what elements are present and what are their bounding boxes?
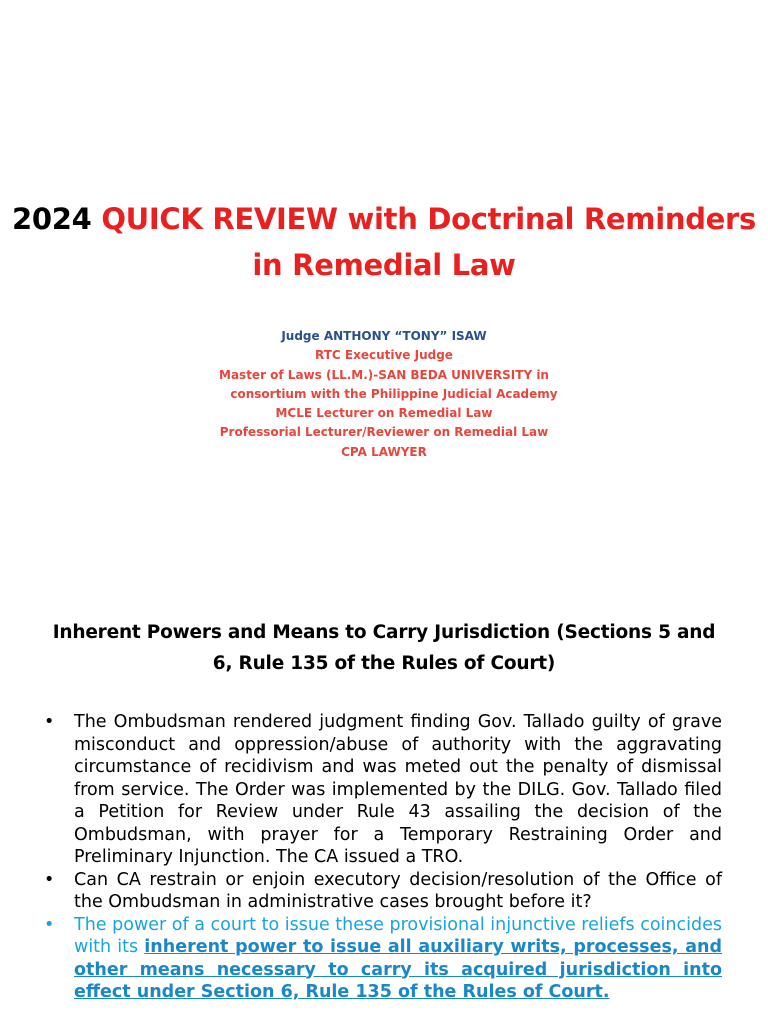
list-item-answer (44, 914, 722, 1004)
list-item (44, 869, 722, 914)
author-name: Judge ANTHONY “TONY” ISAW (281, 329, 487, 343)
author-credential-line: RTC Executive Judge (315, 348, 453, 363)
bullet-icon: • (44, 712, 55, 732)
author-credential-line: Professorial Lecturer/Reviewer on Remedial Law (219, 425, 549, 440)
author-credential-line: MCLE Lecturer on Remedial Law (275, 406, 493, 421)
bullet-icon: • (44, 869, 55, 890)
bullet-list (44, 711, 722, 1004)
author-credentials (0, 327, 768, 462)
slide-title (0, 196, 768, 288)
list-item-text: The Ombudsman rendered judgment finding Gov. Tallado guilty of grave misconduct and oppression/abuse of authority with the aggravating circumstance of recidivism and was meted out the penalty of dismissal from service. The Order was implemented by the DILG. Gov. Tallado filed a Petition for Review under Rule 43 assailing the decision of the Ombudsman, with prayer for a Temporary Restraining Order and Preliminary Injunction. The CA issued a TRO. (74, 712, 722, 867)
bullet-icon: • (44, 914, 55, 935)
answer-text: The power of a court to issue these provisional injunctive reliefs coincides with its (74, 914, 722, 957)
author-credential-line: consortium with the Philippine Judicial Academy (230, 386, 558, 401)
author-credential-line: CPA LAWYER (341, 444, 427, 459)
list-item (44, 711, 722, 869)
list-item-text: Can CA restrain or enjoin executory decision/resolution of the Office of the Ombudsman in administrative cases brought before it? (74, 869, 722, 912)
title-text: QUICK REVIEW with Doctrinal Reminders in Remedial Law (101, 202, 756, 282)
author-credential-line: Master of Laws (LL.M.)-SAN BEDA UNIVERSITY in (219, 367, 549, 382)
title-year: 2024 (12, 202, 92, 236)
section-heading: Inherent Powers and Means to Carry Jurisdiction (Sections 5 and 6, Rule 135 of the Rules of Court) (52, 622, 716, 674)
answer-emphasis: inherent power to issue all auxiliary writs, processes, and other means necessary to carry its acquired jurisdiction into effect under Section 6, Rule 135 of the Rules of Court. (74, 937, 722, 1002)
